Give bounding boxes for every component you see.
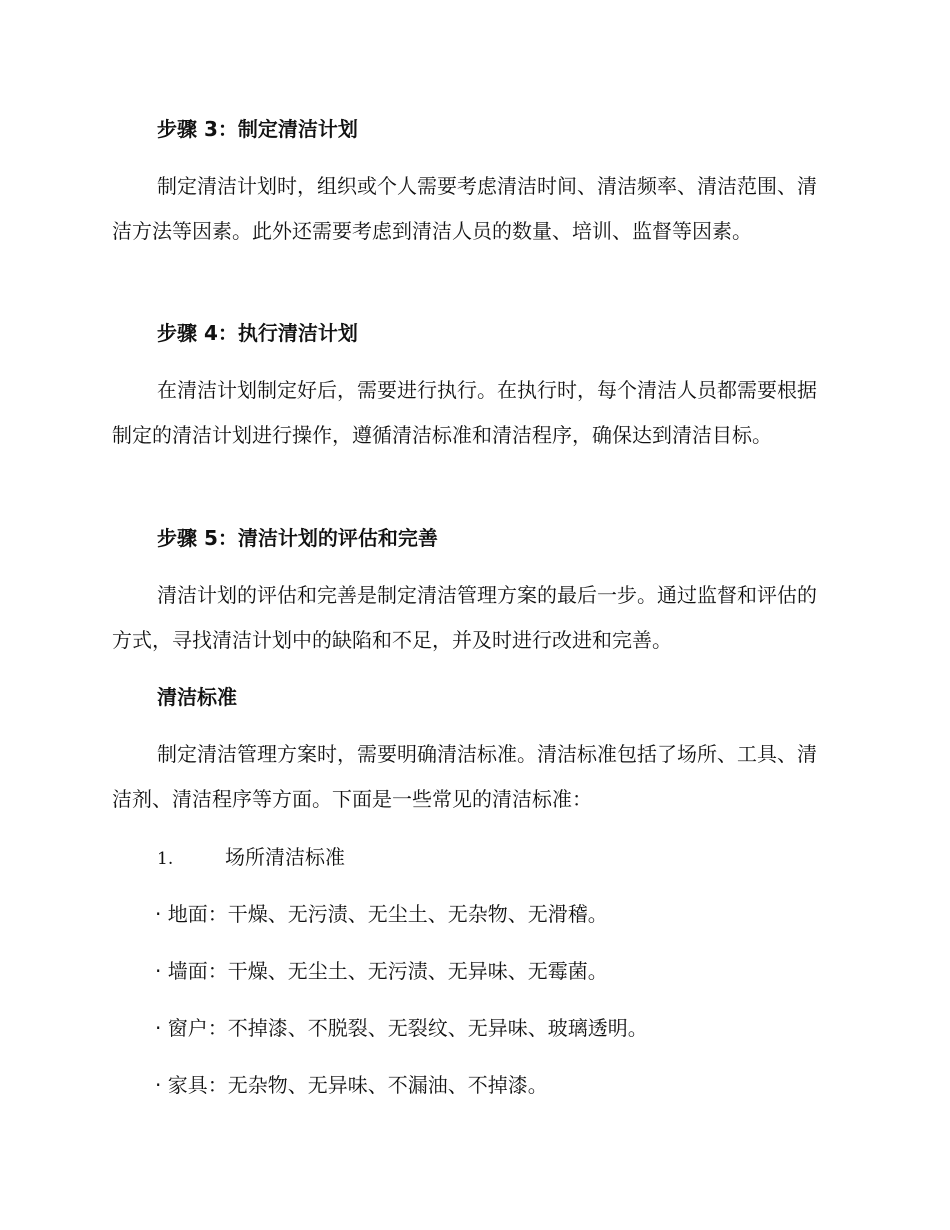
list-item-venue-standards [157,842,345,874]
step5-heading: 步骤 5：清洁计划的评估和完善 [157,526,438,550]
bullet-furniture: · 家具：无杂物、无异味、不漏油、不掉漆。 [155,1073,548,1097]
standards-paragraph: 制定清洁管理方案时，需要明确清洁标准。清洁标准包括了场所、工具、清洁剂、清洁程序等方面。下面是一些常见的清洁标准： [112,742,817,811]
standards-heading: 清洁标准 [157,685,237,709]
bullet-window: · 窗户：不掉漆、不脱裂、无裂纹、无异味、玻璃透明。 [155,1016,648,1040]
list-label: 场所清洁标准 [225,845,345,869]
bullet-wall: · 墙面：干燥、无尘土、无污渍、无异味、无霉菌。 [155,959,608,983]
step4-paragraph: 在清洁计划制定好后，需要进行执行。在执行时，每个清洁人员都需要根据制定的清洁计划进行操作，遵循清洁标准和清洁程序，确保达到清洁目标。 [112,378,817,447]
step3-paragraph: 制定清洁计划时，组织或个人需要考虑清洁时间、清洁频率、清洁范围、清洁方法等因素。此外还需要考虑到清洁人员的数量、培训、监督等因素。 [112,174,817,243]
bullet-floor: · 地面：干燥、无污渍、无尘土、无杂物、无滑稽。 [155,902,608,926]
step3-heading: 步骤 3：制定清洁计划 [157,117,358,141]
step5-paragraph: 清洁计划的评估和完善是制定清洁管理方案的最后一步。通过监督和评估的方式，寻找清洁计划中的缺陷和不足，并及时进行改进和完善。 [112,583,817,652]
step4-heading: 步骤 4：执行清洁计划 [157,321,358,345]
list-number: 1. [157,849,174,869]
